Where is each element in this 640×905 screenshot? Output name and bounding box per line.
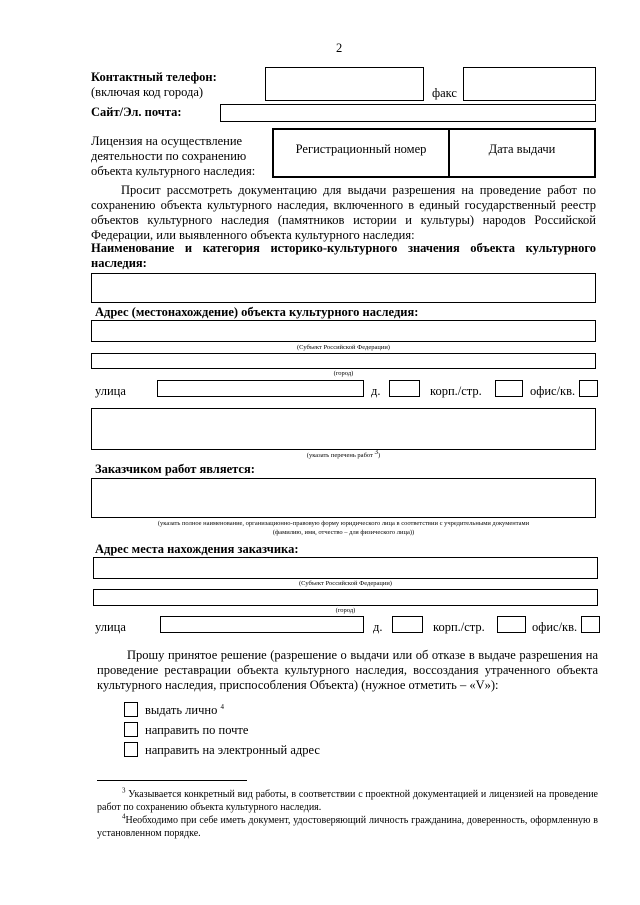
fax-label: факс: [432, 86, 457, 100]
customer-caption-1: (указать полное наименование, организационно-правовую форму юридического лица в соответствии с учредительными документами: [157, 520, 530, 527]
works-list-field[interactable]: [91, 408, 596, 450]
page-number: 2: [336, 41, 343, 55]
option-in-person-checkbox[interactable]: [124, 702, 138, 717]
option-by-mail-checkbox[interactable]: [124, 722, 138, 737]
customer-corp-label: корп./стр.: [433, 620, 485, 634]
object-street-label: улица: [95, 384, 126, 398]
customer-office-label: офис/кв.: [532, 620, 578, 634]
phone-field[interactable]: [265, 67, 424, 101]
customer-city-field[interactable]: [93, 589, 598, 606]
fax-field[interactable]: [463, 67, 596, 101]
customer-subject-field[interactable]: [93, 557, 598, 579]
object-city-caption: (город): [333, 370, 354, 377]
option-in-person-label: выдать лично $^4$: [145, 702, 224, 717]
object-office-field[interactable]: [579, 380, 598, 397]
object-corp-field[interactable]: [495, 380, 523, 397]
license-label-1: Лицензия на осуществление: [91, 134, 243, 148]
footnote-separator: [97, 780, 247, 781]
license-label-2: деятельности по сохранению: [91, 149, 247, 163]
intro-paragraph: Просит рассмотреть документацию для выдачи разрешения на проведение работ по сохранению объекта культурного наследия, включенного в единый государственный реестр объектов культурного наследия (памятников истории и культуры) народов Российской Федерации, или выявленного объекта культурного наследия:: [91, 183, 596, 242]
license-label-3: объекта культурного наследия:: [91, 164, 256, 178]
site-email-field[interactable]: [220, 104, 596, 122]
customer-street-field[interactable]: [160, 616, 364, 633]
customer-house-field[interactable]: [392, 616, 423, 633]
object-address-heading: Адрес (местонахождение) объекта культурного наследия:: [95, 305, 419, 319]
object-house-label: д.: [371, 384, 381, 398]
option-email-label: направить на электронный адрес: [145, 743, 320, 757]
option-email-checkbox[interactable]: [124, 742, 138, 757]
customer-name-field[interactable]: [91, 478, 596, 518]
footnote-3: $^3$ Указывается конкретный вид работы, в соответствии с проектной документацией и лицензией на проведение работ по сохранению объекта культурного наследия.: [97, 786, 598, 813]
decision-paragraph: Прошу принятое решение (разрешение о выдачи или об отказе в выдаче разрешения на проведение реставрации объекта культурного наследия, воссоздания утраченного объекта культурного наследия, приспособления Объекта) (нужное отметить – «V»):: [97, 648, 598, 692]
object-name-field[interactable]: [91, 273, 596, 303]
license-table: [272, 128, 596, 178]
customer-address-heading: Адрес места нахождения заказчика:: [95, 542, 299, 556]
object-street-field[interactable]: [157, 380, 364, 397]
object-city-field[interactable]: [91, 353, 596, 369]
site-label: Сайт/Эл. почта:: [91, 105, 182, 119]
license-col-reg-number: Регистрационный номер: [295, 142, 427, 156]
customer-office-field[interactable]: [581, 616, 600, 633]
customer-heading: Заказчиком работ является:: [95, 462, 255, 476]
object-subject-caption: (Субъект Российской Федерации): [297, 344, 390, 351]
object-office-label: офис/кв.: [530, 384, 576, 398]
customer-street-label: улица: [95, 620, 126, 634]
object-house-field[interactable]: [389, 380, 420, 397]
customer-subject-caption: (Субъект Российской Федерации): [299, 580, 392, 587]
object-name-heading: Наименование и категория историко-культурного значения объекта культурного наследия:: [91, 241, 596, 270]
footnote-4: $^4$Необходимо при себе иметь документ, удостоверяющий личность гражданина, доверенность, оформленную в установленном порядке.: [97, 812, 598, 839]
object-corp-label: корп./стр.: [430, 384, 482, 398]
works-list-caption: (указать перечень работ $^3$): [306, 448, 381, 460]
customer-city-caption: (город): [335, 607, 356, 614]
phone-label: Контактный телефон:: [91, 70, 217, 84]
option-by-mail-label: направить по почте: [145, 723, 249, 737]
customer-caption-2: (фамилию, имя, отчество – для физического лица)): [272, 529, 415, 536]
phone-sublabel: (включая код города): [91, 85, 204, 99]
customer-house-label: д.: [373, 620, 383, 634]
license-col-issue-date: Дата выдачи: [488, 142, 556, 156]
object-subject-field[interactable]: [91, 320, 596, 342]
customer-corp-field[interactable]: [497, 616, 526, 633]
